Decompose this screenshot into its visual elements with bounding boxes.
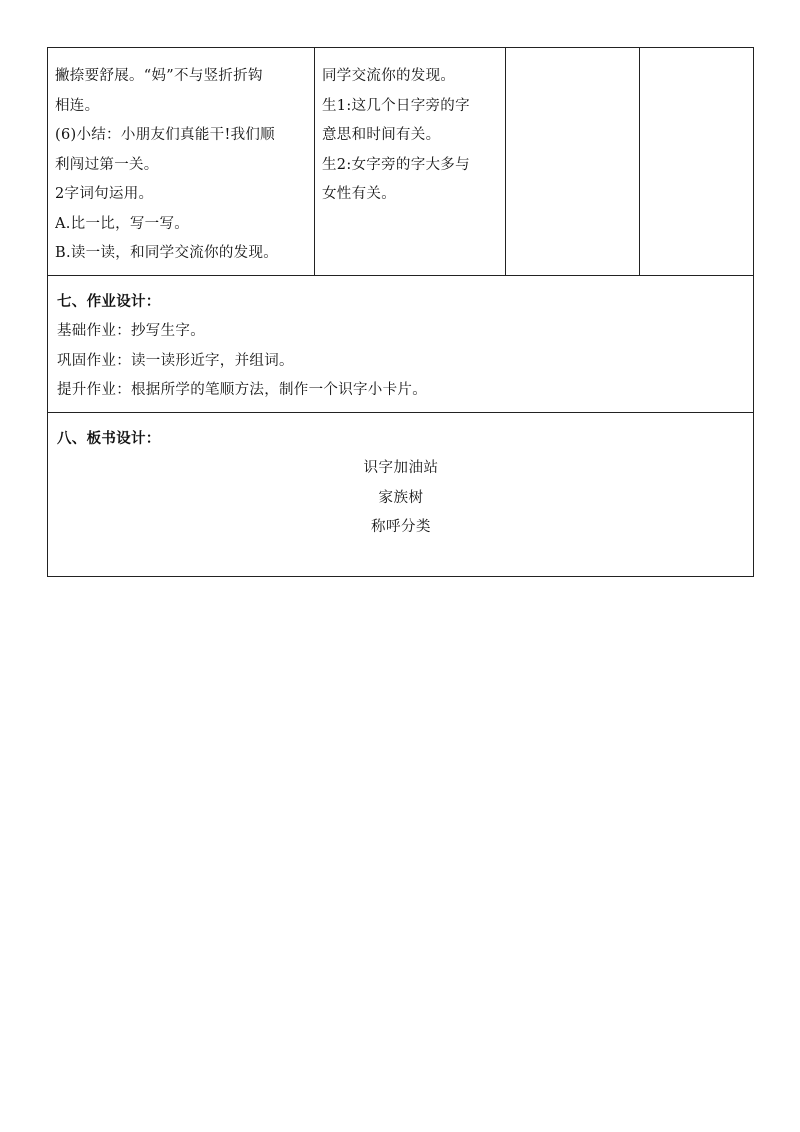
homework-row [48,275,754,412]
student-activity-line: 女性有关。 [322,186,396,202]
student-activity-text [315,48,505,216]
teaching-process-row [48,48,754,276]
teacher-activity-line: (6)小结：小朋友们真能干!我们顺 [55,127,275,143]
teacher-activity-text [48,48,314,275]
board-design-heading: 八、板书设计： [57,430,161,447]
homework-cell [48,275,754,412]
homework-item-advanced: 提升作业：根据所学的笔顺方法，制作一个识字小卡片。 [57,382,427,398]
teacher-activity-line: 利闯过第一关。 [55,156,159,173]
board-line-address-categories: 称呼分类 [371,519,431,535]
design-intent-text [506,48,639,68]
board-design-section [48,413,753,576]
student-activity-line: 意思和时间有关。 [322,127,441,143]
board-line-title: 识字加油站 [363,460,439,476]
homework-item-consolidate: 巩固作业：读一读形近字，并组词。 [57,352,294,369]
teacher-activity-line: B.读一读，和同学交流你的发现。 [55,245,279,261]
teacher-activity-line: A.比一比，写一写。 [55,215,190,232]
teacher-activity-line: 相连。 [55,97,100,114]
homework-heading: 七、作业设计： [57,293,161,310]
notes-cell [640,48,754,276]
homework-item-basic: 基础作业：抄写生字。 [57,323,205,339]
board-content [57,454,745,543]
student-activity-cell [315,48,506,276]
board-line-family-tree: 家族树 [378,489,424,506]
notes-text [640,48,753,68]
teacher-activity-cell [48,48,315,276]
teacher-activity-line: 撇捺要舒展。“妈”不与竖折折钩 [55,68,263,84]
design-intent-cell [506,48,640,276]
homework-section [48,276,753,412]
lesson-plan-table [47,47,754,577]
student-activity-line: 生1:这几个日字旁的字 [322,97,470,114]
board-design-row [48,412,754,576]
teacher-activity-line: 2字词句运用。 [55,186,154,202]
student-activity-line: 同学交流你的发现。 [322,68,456,84]
board-design-cell [48,412,754,576]
student-activity-line: 生2:女字旁的字大多与 [322,156,470,173]
